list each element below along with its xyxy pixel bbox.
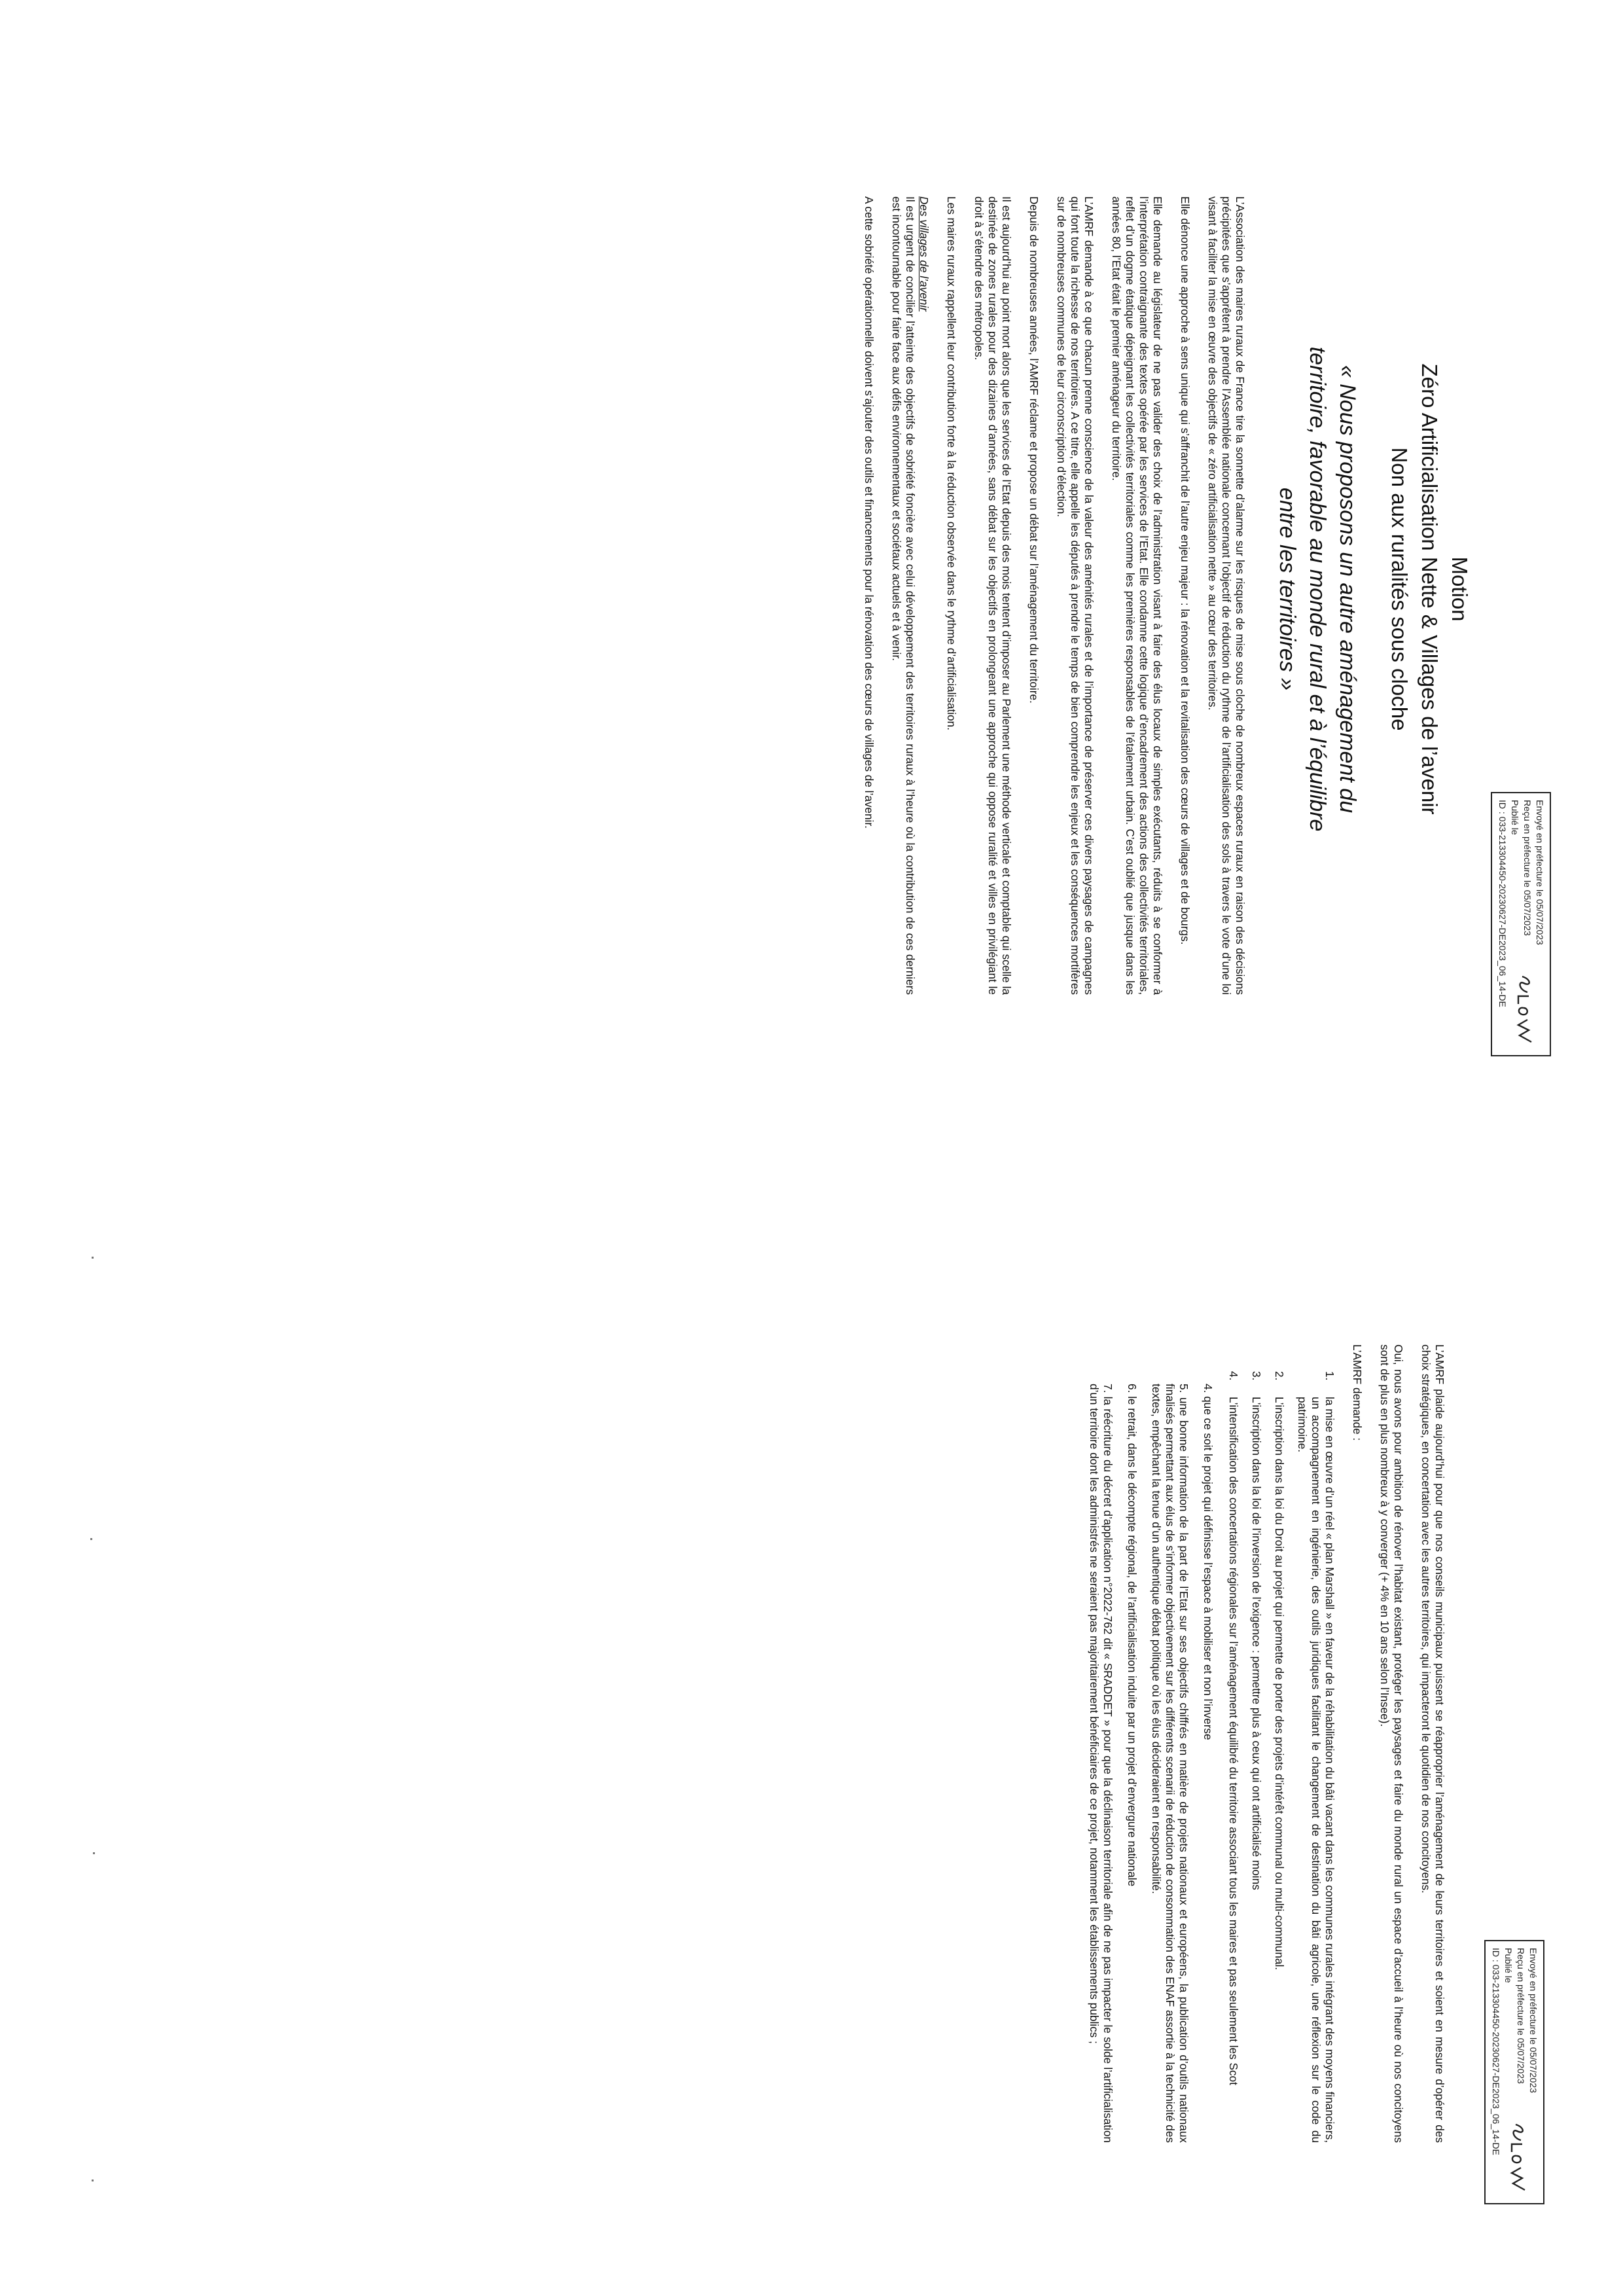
list-item: 2. L’inscription dans la loi du Droit au projet qui permette de porter des projets d’intérêt communal ou multi-communal. <box>1272 1384 1286 2143</box>
stamp-sent-date: Envoyé en préfecture le 05/07/2023 <box>1528 1948 1539 2093</box>
paragraph: L’AMRF plaide aujourd’hui pour que nos conseils municipaux puissent se réapproprier l’aménagement de leurs territoires et soient en mesure d’opérer des choix stratégiques, en concertation avec les autres territoires, qui impacteront le quotidien de nos concitoyens. <box>1419 1344 1446 2143</box>
prefecture-stamp <box>1491 792 1551 1056</box>
paragraph: Les maires ruraux rappellent leur contribution forte à la réduction observée dans le rythme d’artificialisation. <box>945 196 958 730</box>
paragraph: Elle demande au législateur de ne pas valider des choix de l’administration visant à faire des élus locaux de simples exécutants, réduits à se conformer à l’interprétation contraignante des textes opérée par les services de l’Etat. Elle condamne cette logique d’encadrement des actions des collectivités territoriales, reflet d’un dogme étatique dépeignant les collectivités territoriales comme les premières responsables de l’étalement urbain. C’est oublié que jusque dans les années 80, l’Etat était le premier aménageur du territoire. <box>1110 196 1164 995</box>
list-item: 6. le retrait, dans le décompte régional, de l’artificialisation induite par un projet d’envergure nationale <box>1126 1384 1139 1887</box>
paragraph: Il est aujourd’hui au point mort alors que les services de l’Etat depuis des mois tentent d’imposer au Parlement une méthode verticale et comptable qui scelle la destinée de zones rurales pour des dizaines d’années, sans débat sur les objectifs en prolongeant une approche qui oppose ruralité et villes en privilégiant le droit à s’étendre des métropoles. <box>972 196 1013 995</box>
paragraph: Oui, nous avons pour ambition de rénover l’habitat existant, protéger les paysages et faire du monde rural un espace d’accueil à l’heure où nos concitoyens sont de plus en plus nombreux à y converger (+ 4% en 10 ans selon l’Insee). <box>1378 1344 1405 2143</box>
list-item: 3. L’inscription dans la loi de l’inversion de l’exigence : permettre plus à ceux qui ont artificialisé moins <box>1249 1384 1263 2143</box>
motion-slogan: Non aux ruralités sous cloche <box>1387 447 1412 731</box>
stamp-id: ID : 033-213304450-20230627-DE2023_06_14-DE <box>1497 800 1508 1007</box>
stamp-published: Publié le <box>1503 1948 1514 1983</box>
stamp-signature-icon <box>1508 2121 1530 2193</box>
demands-body <box>1077 1344 1446 2143</box>
scan-speck <box>90 1538 92 1540</box>
scan-speck <box>93 1852 95 1854</box>
list-item: 4. L’intensification des concertations régionales sur l’aménagement équilibré du territoire associant tous les maires et pas seulement les Scot <box>1226 1384 1240 2143</box>
list-item: 4. que ce soit le projet qui définisse l’espace à mobiliser et non l’inverse <box>1202 1384 1215 1740</box>
paragraph: L’Association des maires ruraux de France tire la sonnette d’alarme sur les risques de mise sous cloche de nombreux espaces ruraux en raison des décisions précipitées que s’apprêtent à prendre l’Assemblée nationale concernant l’objectif de réduction du rythme de l’artificialisation des sols à travers le vote d’une loi visant à faciliter la mise en œuvre des objectifs de « zéro artificialisation nette » au cœur des territoires. <box>1206 196 1247 995</box>
prefecture-stamp <box>1484 1940 1544 2204</box>
list-item: 7. la réécriture du décret d’application n°2022-762 dit « SRADDET » pour que la déclinaison territoriale afin de ne pas impacter le solde l’artificialisation d’un territoire dont les administrés ne seraient pas majoritairement bénéficiaires de ce projet, notamment les établissements publics ; <box>1088 1384 1115 2143</box>
scan-speck <box>92 1257 94 1259</box>
scan-speck <box>92 2179 94 2181</box>
quote-line-2: territoire, favorable au monde rural et à l’équilibre <box>1305 346 1330 832</box>
stamp-signature-icon <box>1514 973 1537 1045</box>
motion-body <box>848 196 1247 995</box>
paragraph: Il est urgent de concilier l’atteinte des objectifs de sobriété foncière avec celui développement des territoires ruraux à l’heure où la contribution de ces derniers est incontournable pour faire face aux défis environnementaux et sociétaux actuels et à venir. <box>890 196 917 995</box>
list-item: 5. une bonne information de la part de l’Etat sur ses objectifs chiffrés en matière de projets nationaux et européens, la publication d’outils nationaux finalisés permettant aux élus de s’informer objectivement sur les différents scenarii de réduction de consommation des ENAF assortie à la technicité des textes, empêchant la tenue d’un authentique débat politique où les élus décideraient en responsabilité. <box>1150 1384 1190 2143</box>
motion-title: Motion <box>1448 556 1472 622</box>
paragraph: L’AMRF demande à ce que chacun prenne conscience de la valeur des aménités rurales et de l’importance de préserver ces divers paysages de campagnes qui font toute la richesse de nos territoires. A ce titre, elle appelle les députés à prendre le temps de bien comprendre les enjeux et les conséquences mortifères sur de nombreuses communes de leur circonscription d’élection. <box>1055 196 1096 995</box>
paragraph: A cette sobriété opérationnelle doivent s’ajouter des outils et financements pour la rénovation des cœurs de villages de l’avenir. <box>863 196 876 829</box>
stamp-id: ID : 033-213304450-20230627-DE2023_06_14-DE <box>1491 1948 1501 2155</box>
demands-intro: L’AMRF demande : <box>1351 1344 1364 1441</box>
section-heading: Des villages de l’avenir <box>918 196 931 312</box>
stamp-sent-date: Envoyé en préfecture le 05/07/2023 <box>1535 800 1545 945</box>
quote-line-3: entre les territoires » <box>1275 488 1300 691</box>
quote-line-1: « Nous proposons un autre aménagement du <box>1335 365 1360 814</box>
list-item: 1. la mise en œuvre d’un réel « plan Marshall » en faveur de la réhabilitation du bâti vacant dans les communes rurales intégrant des moyens financiers, un accompagnement en ingénierie, des outils juridiques facilitant le changement de destination du bâti agricole, une réflexion sur le code du patrimoine. <box>1295 1384 1336 2143</box>
stamp-received-date: Reçu en préfecture le 05/07/2023 <box>1522 800 1533 936</box>
paragraph: Elle dénonce une approche à sens unique qui s’affranchit de l’autre enjeu majeur : la rénovation et la revitalisation des cœurs de villages et de bourgs. <box>1179 196 1192 945</box>
stamp-published: Publié le <box>1510 800 1520 835</box>
motion-subject-title: Zéro Artificialisation Nette & Villages de l’avenir <box>1418 363 1442 815</box>
stamp-received-date: Reçu en préfecture le 05/07/2023 <box>1516 1948 1526 2084</box>
demands-list <box>1226 1344 1336 2143</box>
document-page-2 <box>0 1148 1623 2296</box>
paragraph: Depuis de nombreuses années, l’AMRF réclame et propose un débat sur l’aménagement du territoire. <box>1027 196 1041 704</box>
